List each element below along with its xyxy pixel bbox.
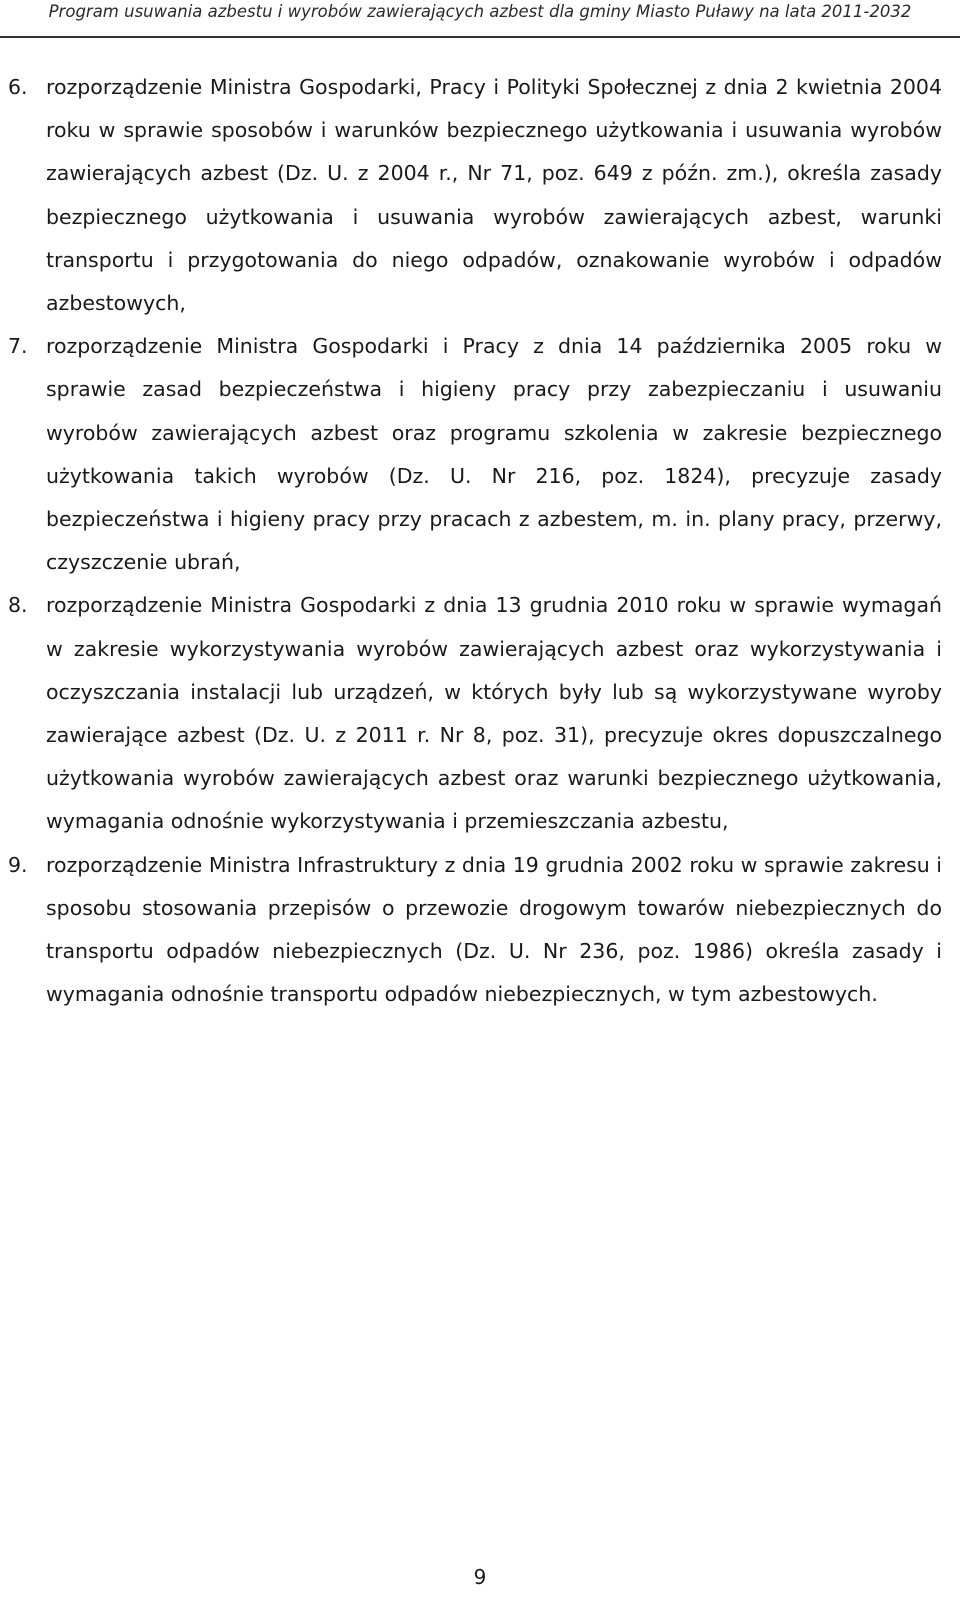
list-item-number: 8. (8, 593, 28, 618)
list-item (8, 584, 942, 843)
list-item-number: 6. (8, 75, 28, 99)
list-item-text: rozporządzenie Ministra Gospodarki, Pracy i Polityki Społecznej z dnia 2 kwietnia 2004 roku w sprawie sposobów i warunków bezpiecznego użytkowania i usuwania wyrobów zawierających azbest (Dz. U. z 2004 r., Nr 71, poz. 649 z późn. zm.), określa zasady bezpiecznego użytkowania i usuwania wyrobów zawierających azbest, warunki transportu i przygotowania do niego odpadów, oznakowanie wyrobów i odpadów azbestowych, (46, 75, 942, 316)
list-item-text: rozporządzenie Ministra Gospodarki i Pracy z dnia 14 października 2005 roku w sprawie zasad bezpieczeństwa i higieny pracy przy zabezpieczaniu i usuwaniu wyrobów zawierających azbest oraz programu szkolenia w zakresie bezpiecznego użytkowania takich wyrobów (Dz. U. Nr 216, poz. 1824), precyzuje zasady bezpieczeństwa i higieny pracy przy pracach z azbestem, m. in. plany pracy, przerwy, czyszczenie ubrań, (46, 334, 942, 575)
list-item (8, 325, 942, 584)
page-header: Program usuwania azbestu i wyrobów zawierających azbest dla gminy Miasto Puławy na lata 2011-2032 (48, 2, 912, 21)
list-item-number: 9. (8, 852, 28, 877)
list-item-text: rozporządzenie Ministra Gospodarki z dnia 13 grudnia 2010 roku w sprawie wymagań w zakresie wykorzystywania wyrobów zawierających azbest oraz wykorzystywania i oczyszczania instalacji lub urządzeń, w których były lub są wykorzystywane wyroby zawierające azbest (Dz. U. z 2011 r. Nr 8, poz. 31), precyzuje okres dopuszczalnego użytkowania wyrobów zawierających azbest oraz warunki bezpiecznego użytkowania, wymagania odnośnie wykorzystywania i przemieszczania azbestu, (46, 593, 942, 834)
page-number: 9 (473, 1565, 487, 1589)
list-item (8, 844, 942, 1017)
list-item (8, 66, 942, 325)
document-body (8, 66, 942, 1016)
header-divider (0, 36, 960, 38)
list-item-text: rozporządzenie Ministra Infrastruktury z dnia 19 grudnia 2002 roku w sprawie zakresu i sposobu stosowania przepisów o przewozie drogowym towarów niebezpiecznych do transportu odpadów niebezpiecznych (Dz. U. Nr 236, poz. 1986) określa zasady i wymagania odnośnie transportu odpadów niebezpiecznych, w tym azbestowych. (46, 852, 942, 1007)
list-item-number: 7. (8, 334, 28, 359)
